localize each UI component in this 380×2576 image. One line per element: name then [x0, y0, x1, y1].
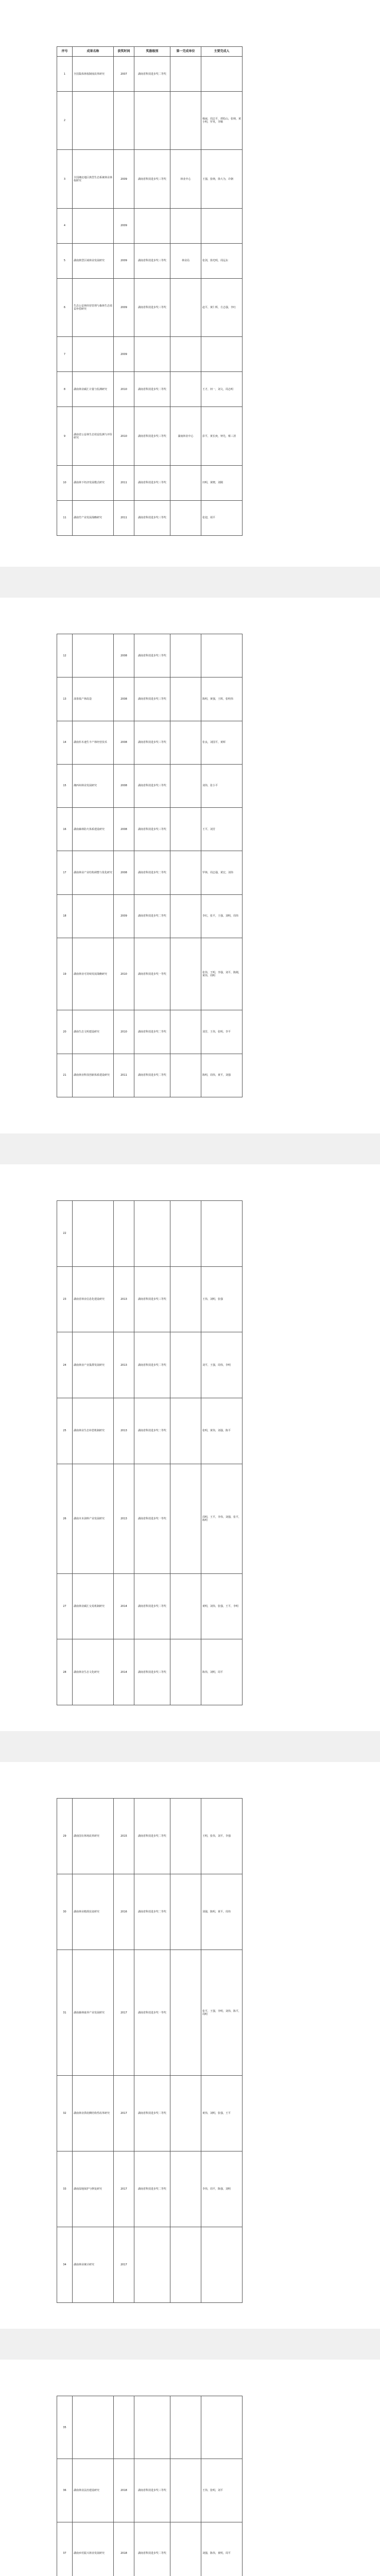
cell-people: 张迎，胡平 — [201, 500, 243, 535]
cell-no: 26 — [57, 1464, 73, 1573]
table-row — [57, 2076, 243, 2151]
cell-year: 2009 — [114, 150, 134, 208]
table-row — [57, 337, 243, 372]
cell-year: 2017 — [114, 1950, 134, 2076]
cell-year: 2011 — [114, 1054, 134, 1097]
column-header-name: 成果名称 — [73, 47, 114, 57]
cell-unit — [170, 1639, 201, 1705]
cell-level: 湖南省科技进步奖三等奖 — [134, 500, 170, 535]
cell-year: 2014 — [114, 1639, 134, 1705]
cell-people — [201, 634, 243, 677]
cell-year: 2013 — [114, 1464, 134, 1573]
cell-unit — [170, 2396, 201, 2459]
cell-unit — [170, 1464, 201, 1573]
cell-year: 2014 — [114, 1573, 134, 1639]
cell-year: 2010 — [114, 938, 134, 1010]
cell-unit — [170, 278, 201, 336]
cell-people: 刘平，王强，周伟，李明 — [201, 1332, 243, 1398]
cell-no: 5 — [57, 243, 73, 278]
table-row — [57, 243, 243, 278]
cell-name: 湖南林业精准扶贫研究 — [73, 1874, 114, 1950]
cell-no: 15 — [57, 764, 73, 807]
cell-no: 37 — [57, 2522, 73, 2576]
cell-level: 湖南省科技进步奖三等奖 — [134, 465, 170, 500]
cell-name: 湖南杉木速生丰产林经营技术 — [73, 721, 114, 764]
cell-name: 湖南林业可持续发展战略研究 — [73, 938, 114, 1010]
cell-people: 田明，黄晓，刘刚 — [201, 465, 243, 500]
cell-year: 2008 — [114, 851, 134, 894]
cell-no: 23 — [57, 1266, 73, 1332]
cell-unit — [170, 1874, 201, 1950]
cell-year: 2007 — [114, 57, 134, 92]
cell-level: 湖南省科技进步奖二等奖 — [134, 1573, 170, 1639]
cell-people: 陈明，黄强，王晖，张明伟 — [201, 677, 243, 721]
table-row — [57, 634, 243, 677]
cell-year: 2017 — [114, 2076, 134, 2151]
cell-people: 张剑，徐光明，周远东 — [201, 243, 243, 278]
cell-level — [134, 92, 170, 150]
cell-people: 王强，张纳，徐大为，许朝 — [201, 150, 243, 208]
cell-unit — [170, 1398, 201, 1464]
cell-name: 湖南森林康养产业发展研究 — [73, 1950, 114, 2076]
cell-year: 2009 — [114, 208, 134, 243]
cell-level: 湖南省科技进步奖二等奖 — [134, 1799, 170, 1874]
cell-level: 湖南省科技进步奖一等奖 — [134, 938, 170, 1010]
table-row — [57, 278, 243, 336]
cell-name: 湖南林业法治建设研究 — [73, 2459, 114, 2522]
cell-unit — [170, 1201, 201, 1267]
cell-no: 24 — [57, 1332, 73, 1398]
cell-unit — [170, 894, 201, 938]
cell-no: 36 — [57, 2459, 73, 2522]
table-row — [57, 1201, 243, 1267]
page-gap — [0, 567, 380, 598]
cell-name: 湖南林业碳汇计量与监测研究 — [73, 372, 114, 407]
cell-year: 2010 — [114, 372, 134, 407]
cell-name — [73, 894, 114, 938]
cell-people: 王明，张伟，刘平，李强 — [201, 1799, 243, 1874]
cell-unit — [170, 2227, 201, 2303]
table-row — [57, 1010, 243, 1054]
table-row — [57, 407, 243, 465]
column-header-unit: 第一完成单位 — [170, 47, 201, 57]
cell-people: 张明，黄伟，刘强，陈平 — [201, 1398, 243, 1464]
table-row — [57, 208, 243, 243]
cell-year: 2015 — [114, 1799, 134, 1874]
cell-level: 湖南省科技进步奖二等奖 — [134, 57, 170, 92]
cell-name: 湖南竹产业发展战略研究 — [73, 500, 114, 535]
cell-no: 11 — [57, 500, 73, 535]
table-row — [57, 1054, 243, 1097]
cell-level: 湖南省科技进步奖三等奖 — [134, 634, 170, 677]
cell-no: 2 — [57, 92, 73, 150]
cell-level: 湖南省科技进步奖二等奖 — [134, 1874, 170, 1950]
cell-no: 3 — [57, 150, 73, 208]
cell-no: 27 — [57, 1573, 73, 1639]
cell-unit — [170, 465, 201, 500]
table-row — [57, 92, 243, 150]
column-header-no: 序号 — [57, 47, 73, 57]
cell-people — [201, 57, 243, 92]
cell-no: 13 — [57, 677, 73, 721]
cell-unit — [170, 808, 201, 851]
cell-year: 2011 — [114, 500, 134, 535]
cell-name — [73, 92, 114, 150]
cell-unit — [170, 1573, 201, 1639]
table-row — [57, 2522, 243, 2576]
cell-level: 湖南省科技进步奖三等奖 — [134, 150, 170, 208]
cell-people: 王伟，张明，刘平 — [201, 2459, 243, 2522]
cell-people — [201, 208, 243, 243]
table-row — [57, 1799, 243, 1874]
cell-unit: 湖南林业中心 — [170, 407, 201, 465]
cell-unit — [170, 2076, 201, 2151]
cell-no: 14 — [57, 721, 73, 764]
cell-name — [73, 2396, 114, 2459]
cell-unit — [170, 2459, 201, 2522]
cell-level: 湖南省科技进步奖一等奖 — [134, 1950, 170, 2076]
cell-name: 湖南湿地保护与修复研究 — [73, 2151, 114, 2227]
table-row — [57, 500, 243, 535]
cell-people: 杨丽，周志平，谭松山，张纳，黄小明，罗英，李顺 — [201, 92, 243, 150]
cell-people: 张平，王强，李明，刘伟，陈平，周明 — [201, 1950, 243, 2076]
cell-name: 湖南国有林场改革研究 — [73, 1799, 114, 1874]
cell-name: 油茶低产林改造 — [73, 677, 114, 721]
cell-unit: 林业局 — [170, 243, 201, 278]
cell-year: 2013 — [114, 1332, 134, 1398]
cell-no: 16 — [57, 808, 73, 851]
cell-people — [201, 2227, 243, 2303]
cell-year: 2013 — [114, 1266, 134, 1332]
awards-table-page-4 — [57, 1798, 243, 2303]
cell-people: 陈伟，刘明，周平 — [201, 1639, 243, 1705]
cell-year: 2010 — [114, 407, 134, 465]
cell-year: 2009 — [114, 337, 134, 372]
cell-year: 2008 — [114, 764, 134, 807]
cell-name: 全国集体林权制度改革研究 — [73, 57, 114, 92]
cell-people: 李伟，周平，陈强，刘明 — [201, 2151, 243, 2227]
cell-name: 湖南林业产业集群发展研究 — [73, 1332, 114, 1398]
cell-unit — [170, 677, 201, 721]
cell-level: 湖南省科技进步奖二等奖 — [134, 2076, 170, 2151]
table-row — [57, 1398, 243, 1464]
table-row — [57, 894, 243, 938]
cell-people: 王伟，刘明，张强 — [201, 1266, 243, 1332]
cell-no: 7 — [57, 337, 73, 372]
cell-unit — [170, 764, 201, 807]
cell-year: 2017 — [114, 2151, 134, 2227]
table-row — [57, 465, 243, 500]
cell-year — [114, 92, 134, 150]
table-row — [57, 2151, 243, 2227]
cell-unit — [170, 57, 201, 92]
cell-people: 罗林，周志强，黄宏，刘伟 — [201, 851, 243, 894]
table-row — [57, 764, 243, 807]
cell-unit — [170, 500, 201, 535]
cell-name: 湖南林业生态文化研究 — [73, 1639, 114, 1705]
cell-level: 湖南省科技进步奖二等奖 — [134, 1054, 170, 1097]
cell-level: 湖南省科技进步奖二等奖 — [134, 372, 170, 407]
cell-level: 湖南省科技进步奖三等奖 — [134, 721, 170, 764]
cell-people: 赵平，黄仁辉，方志强，李红 — [201, 278, 243, 336]
table-row — [57, 1573, 243, 1639]
column-header-level: 奖励级别 — [134, 47, 170, 57]
table-row — [57, 1874, 243, 1950]
cell-no: 22 — [57, 1201, 73, 1267]
page-gap — [0, 1133, 380, 1164]
cell-no: 19 — [57, 938, 73, 1010]
cell-level: 湖南省科技进步奖二等奖 — [134, 1010, 170, 1054]
cell-people: 王平，刘芳 — [201, 808, 243, 851]
cell-people — [201, 337, 243, 372]
cell-level: 湖南省科技进步奖三等奖 — [134, 808, 170, 851]
cell-unit — [170, 92, 201, 150]
cell-level: 湖南省科技进步奖一等奖 — [134, 1464, 170, 1573]
cell-no: 18 — [57, 894, 73, 938]
cell-year: 2008 — [114, 634, 134, 677]
cell-name: 湖南木本油料产业发展研究 — [73, 1464, 114, 1573]
cell-no: 29 — [57, 1799, 73, 1874]
cell-level: 湖南省科技进步奖三等奖 — [134, 407, 170, 465]
cell-name: 全国湘北地区典型生态系统林业林权研究 — [73, 150, 114, 208]
cell-no: 31 — [57, 1950, 73, 2076]
table-row — [57, 1639, 243, 1705]
cell-level: 湖南省科技进步奖二等奖 — [134, 2151, 170, 2227]
cell-year: 2009 — [114, 278, 134, 336]
cell-no: 4 — [57, 208, 73, 243]
cell-name — [73, 1201, 114, 1267]
cell-no: 17 — [57, 851, 73, 894]
cell-no: 10 — [57, 465, 73, 500]
cell-year: 2010 — [114, 1010, 134, 1054]
cell-people: 黄明，刘伟，张强，王平，李明 — [201, 1573, 243, 1639]
cell-people: 王才，何一，刘文，周志明 — [201, 372, 243, 407]
cell-year: 2013 — [114, 1398, 134, 1464]
cell-unit — [170, 2522, 201, 2576]
cell-no: 33 — [57, 2151, 73, 2227]
cell-name: 湖南林业产业结构调整与优化研究 — [73, 851, 114, 894]
cell-unit — [170, 1799, 201, 1874]
table-row — [57, 721, 243, 764]
cell-people: 陈明，周伟，黄平，刘强 — [201, 1054, 243, 1097]
cell-people: 黄伟，刘明，张强，王平 — [201, 2076, 243, 2151]
cell-unit — [170, 372, 201, 407]
cell-level: 湖南省科技进步奖三等奖 — [134, 243, 170, 278]
cell-level: 湖南省科技进步奖三等奖 — [134, 764, 170, 807]
cell-name — [73, 208, 114, 243]
table-row — [57, 372, 243, 407]
table-row — [57, 677, 243, 721]
table-row — [57, 808, 243, 851]
cell-unit — [170, 337, 201, 372]
cell-year: 2009 — [114, 894, 134, 938]
cell-year: 2009 — [114, 243, 134, 278]
cell-unit — [170, 938, 201, 1010]
column-header-people: 主要完成人 — [201, 47, 243, 57]
cell-name: 湖南林业生态补偿机制研究 — [73, 1398, 114, 1464]
cell-unit — [170, 851, 201, 894]
cell-level: 湖南省科技进步奖三等奖 — [134, 677, 170, 721]
cell-level: 湖南省科技进步奖三等奖 — [134, 2459, 170, 2522]
cell-level: 湖南省科技进步奖三等奖 — [134, 1639, 170, 1705]
cell-year: 2017 — [114, 2227, 134, 2303]
cell-unit — [170, 1332, 201, 1398]
cell-people: 刘伟，张小平 — [201, 764, 243, 807]
cell-year — [114, 2396, 134, 2459]
cell-no: 35 — [57, 2396, 73, 2459]
cell-level: 湖南省科技进步奖三等奖 — [134, 1266, 170, 1332]
cell-name: 湖南典型区域林业发展研究 — [73, 243, 114, 278]
cell-year: 2016 — [114, 1874, 134, 1950]
table-row — [57, 1950, 243, 2076]
cell-name: 湖南林业供给侧结构性改革研究 — [73, 2076, 114, 2151]
page-gap — [0, 1731, 380, 1762]
cell-name: 湖南省公益林生态效益监测与评价研究 — [73, 407, 114, 465]
cell-year — [114, 1201, 134, 1267]
cell-no: 34 — [57, 2227, 73, 2303]
cell-unit — [170, 634, 201, 677]
cell-name: 湖南乡村振兴林业发展研究 — [73, 2522, 114, 2576]
cell-people: 张良，刘国平，黄晖 — [201, 721, 243, 764]
cell-level — [134, 208, 170, 243]
cell-name: 湖南生态文明建设研究 — [73, 1010, 114, 1054]
cell-no: 20 — [57, 1010, 73, 1054]
cell-people: 张伟，王明，李强，刘平，陈刚，黄伟，周明 — [201, 938, 243, 1010]
table-row — [57, 2227, 243, 2303]
table-row — [57, 938, 243, 1010]
cell-unit — [170, 1266, 201, 1332]
cell-people: 刘强，陈伟，黄明，周平 — [201, 2522, 243, 2576]
cell-unit — [170, 1054, 201, 1097]
table-row — [57, 2396, 243, 2459]
awards-table-page-1 — [57, 46, 243, 536]
cell-year: 2011 — [114, 465, 134, 500]
cell-year: 2018 — [114, 2459, 134, 2522]
cell-name: 湖南省林业信息化建设研究 — [73, 1266, 114, 1332]
cell-unit — [170, 2151, 201, 2227]
cell-no: 21 — [57, 1054, 73, 1097]
cell-level: 湖南省科技进步奖三等奖 — [134, 278, 170, 336]
table-row — [57, 1332, 243, 1398]
cell-name: 生态公益林经营管理与森林生态效益补偿研究 — [73, 278, 114, 336]
cell-no: 32 — [57, 2076, 73, 2151]
cell-level: 湖南省科技进步奖二等奖 — [134, 851, 170, 894]
cell-no: 30 — [57, 1874, 73, 1950]
cell-no: 8 — [57, 372, 73, 407]
cell-level: 湖南省科技进步奖二等奖 — [134, 1332, 170, 1398]
table-row — [57, 851, 243, 894]
cell-no: 12 — [57, 634, 73, 677]
cell-name — [73, 634, 114, 677]
table-row — [57, 57, 243, 92]
cell-name: 湖南林业碳汇交易机制研究 — [73, 1573, 114, 1639]
cell-unit: 林业中心 — [170, 150, 201, 208]
awards-table-page-5 — [57, 2396, 243, 2576]
cell-level — [134, 2227, 170, 2303]
cell-level — [134, 337, 170, 372]
cell-level — [134, 1201, 170, 1267]
column-header-year: 获奖时间 — [114, 47, 134, 57]
cell-unit — [170, 1950, 201, 2076]
cell-people: 李红，张平，王强，刘明，周伟 — [201, 894, 243, 938]
cell-name — [73, 337, 114, 372]
table-row — [57, 150, 243, 208]
page-gap — [0, 2329, 380, 2360]
table-row — [57, 2459, 243, 2522]
cell-people: 刘芳，王伟，张明，李平 — [201, 1010, 243, 1054]
cell-unit — [170, 208, 201, 243]
cell-year: 2008 — [114, 721, 134, 764]
cell-unit — [170, 721, 201, 764]
cell-people: 刘强，陈明，黄平，周伟 — [201, 1874, 243, 1950]
table-header-row — [57, 47, 243, 57]
cell-name: 湖南森林防火体系建设研究 — [73, 808, 114, 851]
cell-level: 湖南省科技进步奖二等奖 — [134, 2522, 170, 2576]
cell-name: 湖南林业科技创新体系建设研究 — [73, 1054, 114, 1097]
cell-no: 28 — [57, 1639, 73, 1705]
awards-table-page-2 — [57, 634, 243, 1097]
table-row — [57, 1266, 243, 1332]
cell-level: 湖南省科技进步奖二等奖 — [134, 894, 170, 938]
cell-no: 6 — [57, 278, 73, 336]
cell-no: 9 — [57, 407, 73, 465]
cell-people — [201, 2396, 243, 2459]
cell-unit — [170, 1010, 201, 1054]
cell-year: 2018 — [114, 2522, 134, 2576]
cell-name: 湘西州林业发展研究 — [73, 764, 114, 807]
cell-name: 湖南林业统计研究 — [73, 2227, 114, 2303]
cell-year: 2008 — [114, 808, 134, 851]
cell-people: 周明，王平，李伟，刘强，张平，陈明 — [201, 1464, 243, 1573]
cell-no: 1 — [57, 57, 73, 92]
cell-no: 25 — [57, 1398, 73, 1464]
cell-name: 湖南林下经济发展模式研究 — [73, 465, 114, 500]
cell-year: 2008 — [114, 677, 134, 721]
cell-people: 彭平，黄长庚，钟先，蔡三清 — [201, 407, 243, 465]
awards-table-page-3 — [57, 1200, 243, 1705]
cell-level — [134, 2396, 170, 2459]
cell-level: 湖南省科技进步奖二等奖 — [134, 1398, 170, 1464]
cell-people — [201, 1201, 243, 1267]
table-row — [57, 1464, 243, 1573]
